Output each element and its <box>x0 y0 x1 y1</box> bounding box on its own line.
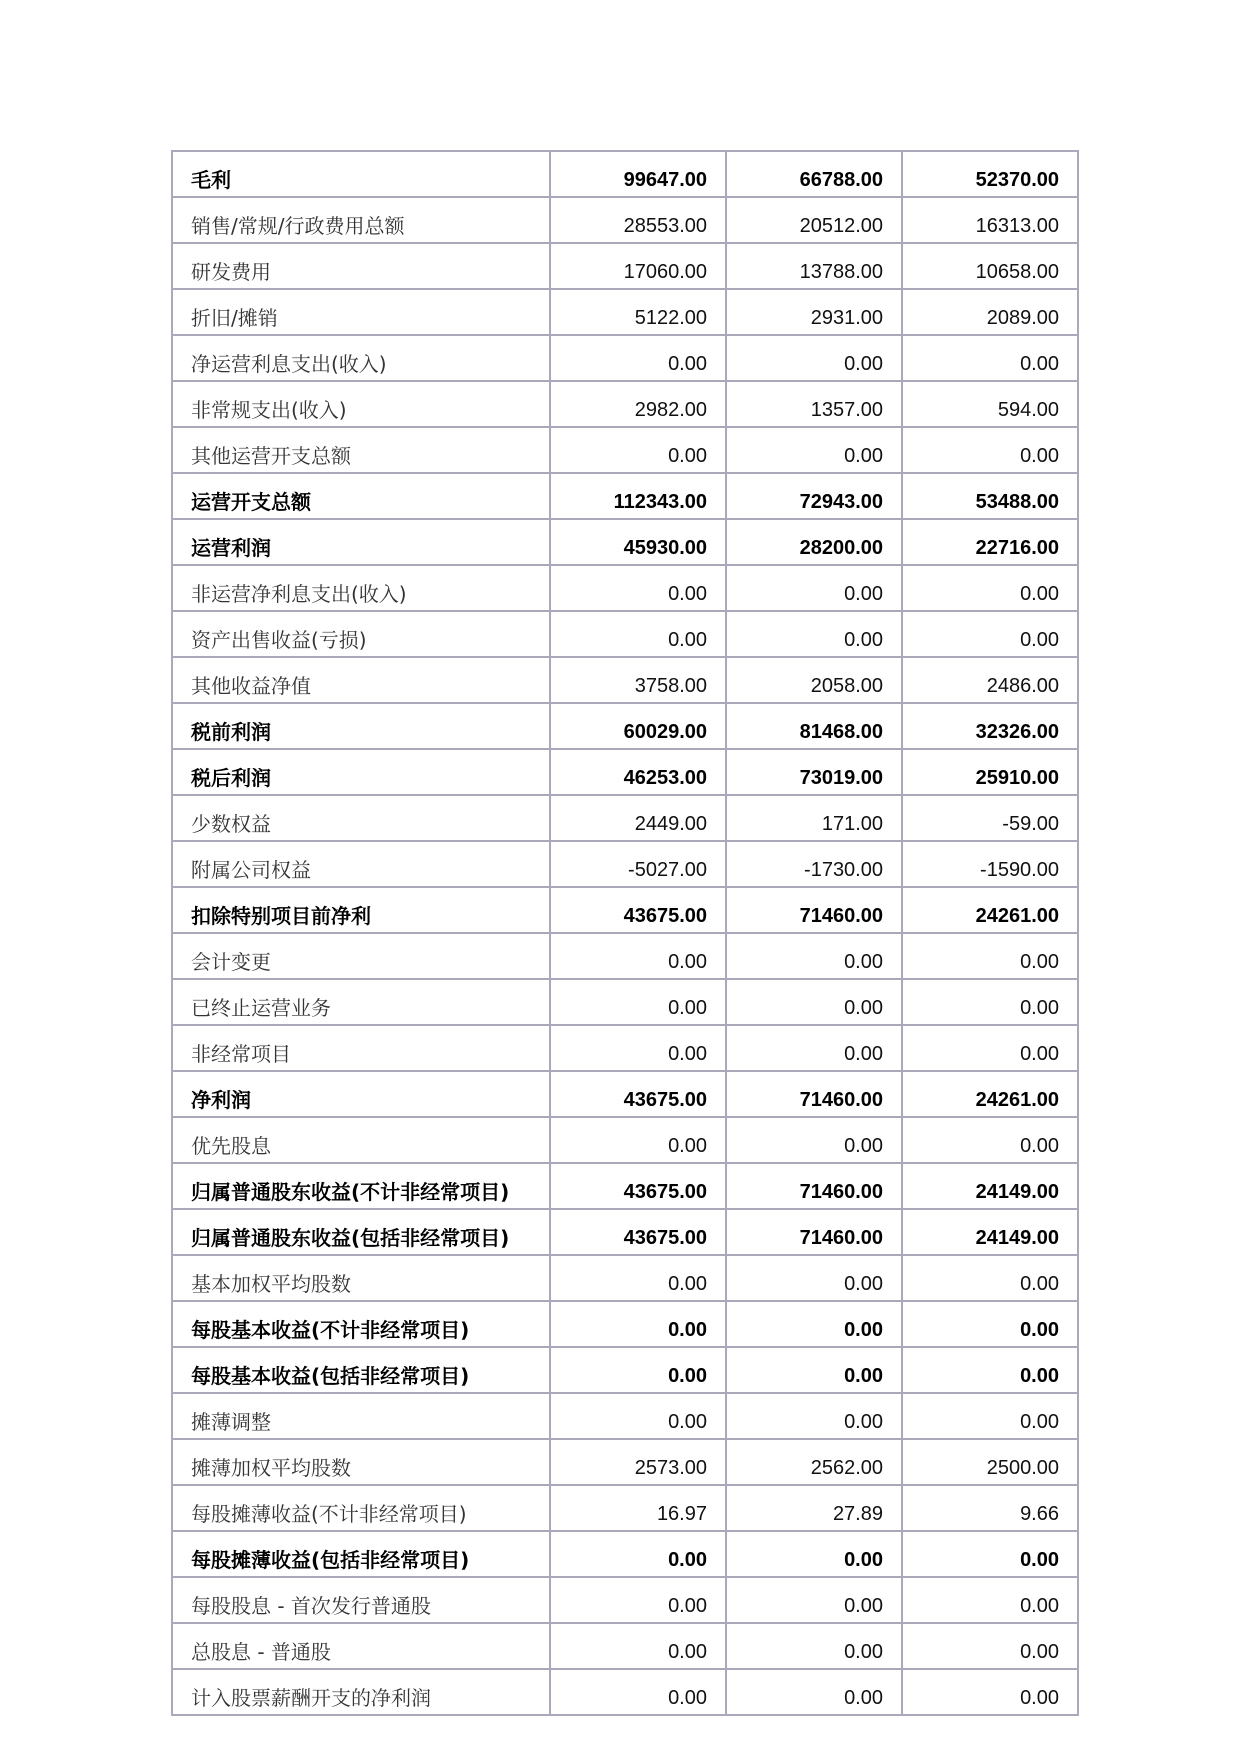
value-cell-3: 0.00 <box>902 979 1078 1025</box>
table-row <box>172 1393 1078 1439</box>
row-label: 每股基本收益(不计非经常项目) <box>172 1301 550 1347</box>
value-cell-3: 0.00 <box>902 1623 1078 1669</box>
value-cell-3: 0.00 <box>902 933 1078 979</box>
row-label: 运营利润 <box>172 519 550 565</box>
value-cell-2: 1357.00 <box>726 381 902 427</box>
value-cell-2: 0.00 <box>726 1255 902 1301</box>
table-row <box>172 151 1078 197</box>
table-row <box>172 933 1078 979</box>
value-cell-2: 27.89 <box>726 1485 902 1531</box>
row-label: 归属普通股东收益(不计非经常项目) <box>172 1163 550 1209</box>
table-row <box>172 749 1078 795</box>
value-cell-3: 25910.00 <box>902 749 1078 795</box>
row-label: 净运营利息支出(收入) <box>172 335 550 381</box>
row-label: 毛利 <box>172 151 550 197</box>
value-cell-2: 0.00 <box>726 1347 902 1393</box>
value-cell-2: 71460.00 <box>726 1163 902 1209</box>
row-label: 每股摊薄收益(包括非经常项目) <box>172 1531 550 1577</box>
value-cell-3: 24261.00 <box>902 1071 1078 1117</box>
table-row <box>172 1577 1078 1623</box>
value-cell-2: 0.00 <box>726 1577 902 1623</box>
table-row <box>172 887 1078 933</box>
table-row <box>172 427 1078 473</box>
value-cell-3: 2500.00 <box>902 1439 1078 1485</box>
income-statement-table <box>171 150 1079 1716</box>
value-cell-2: 71460.00 <box>726 1071 902 1117</box>
row-label: 优先股息 <box>172 1117 550 1163</box>
value-cell-3: -59.00 <box>902 795 1078 841</box>
value-cell-3: 0.00 <box>902 1577 1078 1623</box>
row-label: 非常规支出(收入) <box>172 381 550 427</box>
value-cell-1: 0.00 <box>550 1117 726 1163</box>
table-row <box>172 1117 1078 1163</box>
value-cell-1: 2573.00 <box>550 1439 726 1485</box>
value-cell-3: 9.66 <box>902 1485 1078 1531</box>
value-cell-2: 0.00 <box>726 1117 902 1163</box>
value-cell-3: 22716.00 <box>902 519 1078 565</box>
value-cell-1: 17060.00 <box>550 243 726 289</box>
value-cell-2: 73019.00 <box>726 749 902 795</box>
table-row <box>172 1301 1078 1347</box>
table-row <box>172 1071 1078 1117</box>
value-cell-3: 0.00 <box>902 1117 1078 1163</box>
value-cell-2: 0.00 <box>726 427 902 473</box>
value-cell-1: 16.97 <box>550 1485 726 1531</box>
value-cell-1: 46253.00 <box>550 749 726 795</box>
row-label: 附属公司权益 <box>172 841 550 887</box>
table-row <box>172 1163 1078 1209</box>
row-label: 摊薄调整 <box>172 1393 550 1439</box>
value-cell-1: 0.00 <box>550 611 726 657</box>
value-cell-1: 0.00 <box>550 1347 726 1393</box>
value-cell-1: 28553.00 <box>550 197 726 243</box>
value-cell-3: 32326.00 <box>902 703 1078 749</box>
value-cell-2: 0.00 <box>726 979 902 1025</box>
table-row <box>172 1623 1078 1669</box>
table-row <box>172 1669 1078 1715</box>
value-cell-2: 0.00 <box>726 335 902 381</box>
value-cell-3: 2486.00 <box>902 657 1078 703</box>
table-row <box>172 197 1078 243</box>
value-cell-2: 0.00 <box>726 611 902 657</box>
value-cell-2: 28200.00 <box>726 519 902 565</box>
value-cell-1: 0.00 <box>550 1623 726 1669</box>
table-row <box>172 703 1078 749</box>
value-cell-3: 10658.00 <box>902 243 1078 289</box>
row-label: 折旧/摊销 <box>172 289 550 335</box>
value-cell-1: 0.00 <box>550 1669 726 1715</box>
table-row <box>172 1485 1078 1531</box>
value-cell-2: 0.00 <box>726 1669 902 1715</box>
table-row <box>172 473 1078 519</box>
value-cell-1: 43675.00 <box>550 1209 726 1255</box>
table-row <box>172 335 1078 381</box>
value-cell-1: 0.00 <box>550 933 726 979</box>
value-cell-1: 5122.00 <box>550 289 726 335</box>
table-row <box>172 979 1078 1025</box>
value-cell-2: 0.00 <box>726 1301 902 1347</box>
value-cell-1: 3758.00 <box>550 657 726 703</box>
value-cell-2: 72943.00 <box>726 473 902 519</box>
row-label: 销售/常规/行政费用总额 <box>172 197 550 243</box>
value-cell-3: 0.00 <box>902 335 1078 381</box>
value-cell-2: 0.00 <box>726 565 902 611</box>
value-cell-2: 0.00 <box>726 1623 902 1669</box>
value-cell-1: 2982.00 <box>550 381 726 427</box>
table-row <box>172 1439 1078 1485</box>
value-cell-3: 0.00 <box>902 1301 1078 1347</box>
table-row <box>172 381 1078 427</box>
value-cell-2: 171.00 <box>726 795 902 841</box>
row-label: 归属普通股东收益(包括非经常项目) <box>172 1209 550 1255</box>
value-cell-2: 81468.00 <box>726 703 902 749</box>
value-cell-3: 0.00 <box>902 1669 1078 1715</box>
value-cell-3: 0.00 <box>902 1347 1078 1393</box>
value-cell-3: 24261.00 <box>902 887 1078 933</box>
table-row <box>172 1025 1078 1071</box>
row-label: 会计变更 <box>172 933 550 979</box>
row-label: 每股基本收益(包括非经常项目) <box>172 1347 550 1393</box>
row-label: 研发费用 <box>172 243 550 289</box>
row-label: 税后利润 <box>172 749 550 795</box>
value-cell-3: 16313.00 <box>902 197 1078 243</box>
value-cell-1: 60029.00 <box>550 703 726 749</box>
value-cell-1: 43675.00 <box>550 887 726 933</box>
value-cell-1: 45930.00 <box>550 519 726 565</box>
value-cell-3: 52370.00 <box>902 151 1078 197</box>
row-label: 其他运营开支总额 <box>172 427 550 473</box>
table-row <box>172 1255 1078 1301</box>
value-cell-3: 0.00 <box>902 611 1078 657</box>
value-cell-3: 0.00 <box>902 1025 1078 1071</box>
table-row <box>172 289 1078 335</box>
value-cell-3: 53488.00 <box>902 473 1078 519</box>
table-row <box>172 565 1078 611</box>
value-cell-3: -1590.00 <box>902 841 1078 887</box>
row-label: 基本加权平均股数 <box>172 1255 550 1301</box>
row-label: 少数权益 <box>172 795 550 841</box>
value-cell-1: 112343.00 <box>550 473 726 519</box>
value-cell-3: 0.00 <box>902 427 1078 473</box>
value-cell-1: 0.00 <box>550 979 726 1025</box>
value-cell-1: 0.00 <box>550 1393 726 1439</box>
table-row <box>172 841 1078 887</box>
row-label: 总股息 - 普通股 <box>172 1623 550 1669</box>
value-cell-1: 0.00 <box>550 1255 726 1301</box>
value-cell-2: 0.00 <box>726 1025 902 1071</box>
value-cell-3: 0.00 <box>902 1255 1078 1301</box>
value-cell-2: 2058.00 <box>726 657 902 703</box>
value-cell-1: 0.00 <box>550 1531 726 1577</box>
value-cell-1: 0.00 <box>550 1025 726 1071</box>
value-cell-1: 2449.00 <box>550 795 726 841</box>
table-row <box>172 795 1078 841</box>
table-row <box>172 657 1078 703</box>
value-cell-3: 594.00 <box>902 381 1078 427</box>
value-cell-1: 0.00 <box>550 565 726 611</box>
value-cell-2: 0.00 <box>726 933 902 979</box>
table-row <box>172 243 1078 289</box>
value-cell-3: 24149.00 <box>902 1209 1078 1255</box>
row-label: 计入股票薪酬开支的净利润 <box>172 1669 550 1715</box>
table-row <box>172 1347 1078 1393</box>
value-cell-1: 0.00 <box>550 335 726 381</box>
row-label: 运营开支总额 <box>172 473 550 519</box>
row-label: 资产出售收益(亏损) <box>172 611 550 657</box>
row-label: 其他收益净值 <box>172 657 550 703</box>
value-cell-3: 0.00 <box>902 565 1078 611</box>
value-cell-2: 13788.00 <box>726 243 902 289</box>
value-cell-1: 0.00 <box>550 427 726 473</box>
value-cell-1: 43675.00 <box>550 1163 726 1209</box>
value-cell-2: 2562.00 <box>726 1439 902 1485</box>
value-cell-3: 0.00 <box>902 1393 1078 1439</box>
row-label: 非经常项目 <box>172 1025 550 1071</box>
row-label: 每股股息 - 首次发行普通股 <box>172 1577 550 1623</box>
row-label: 扣除特别项目前净利 <box>172 887 550 933</box>
value-cell-3: 24149.00 <box>902 1163 1078 1209</box>
value-cell-2: 0.00 <box>726 1531 902 1577</box>
value-cell-1: 43675.00 <box>550 1071 726 1117</box>
table-row <box>172 611 1078 657</box>
row-label: 非运营净利息支出(收入) <box>172 565 550 611</box>
value-cell-2: 71460.00 <box>726 887 902 933</box>
row-label: 税前利润 <box>172 703 550 749</box>
value-cell-1: 0.00 <box>550 1301 726 1347</box>
table-row <box>172 1531 1078 1577</box>
value-cell-1: 0.00 <box>550 1577 726 1623</box>
table-row <box>172 519 1078 565</box>
value-cell-3: 2089.00 <box>902 289 1078 335</box>
value-cell-1: 99647.00 <box>550 151 726 197</box>
value-cell-2: 66788.00 <box>726 151 902 197</box>
table-row <box>172 1209 1078 1255</box>
value-cell-3: 0.00 <box>902 1531 1078 1577</box>
row-label: 每股摊薄收益(不计非经常项目) <box>172 1485 550 1531</box>
value-cell-2: 20512.00 <box>726 197 902 243</box>
income-statement-body <box>172 151 1078 1715</box>
row-label: 已终止运营业务 <box>172 979 550 1025</box>
value-cell-2: 0.00 <box>726 1393 902 1439</box>
row-label: 净利润 <box>172 1071 550 1117</box>
value-cell-2: 71460.00 <box>726 1209 902 1255</box>
row-label: 摊薄加权平均股数 <box>172 1439 550 1485</box>
value-cell-2: 2931.00 <box>726 289 902 335</box>
value-cell-2: -1730.00 <box>726 841 902 887</box>
value-cell-1: -5027.00 <box>550 841 726 887</box>
